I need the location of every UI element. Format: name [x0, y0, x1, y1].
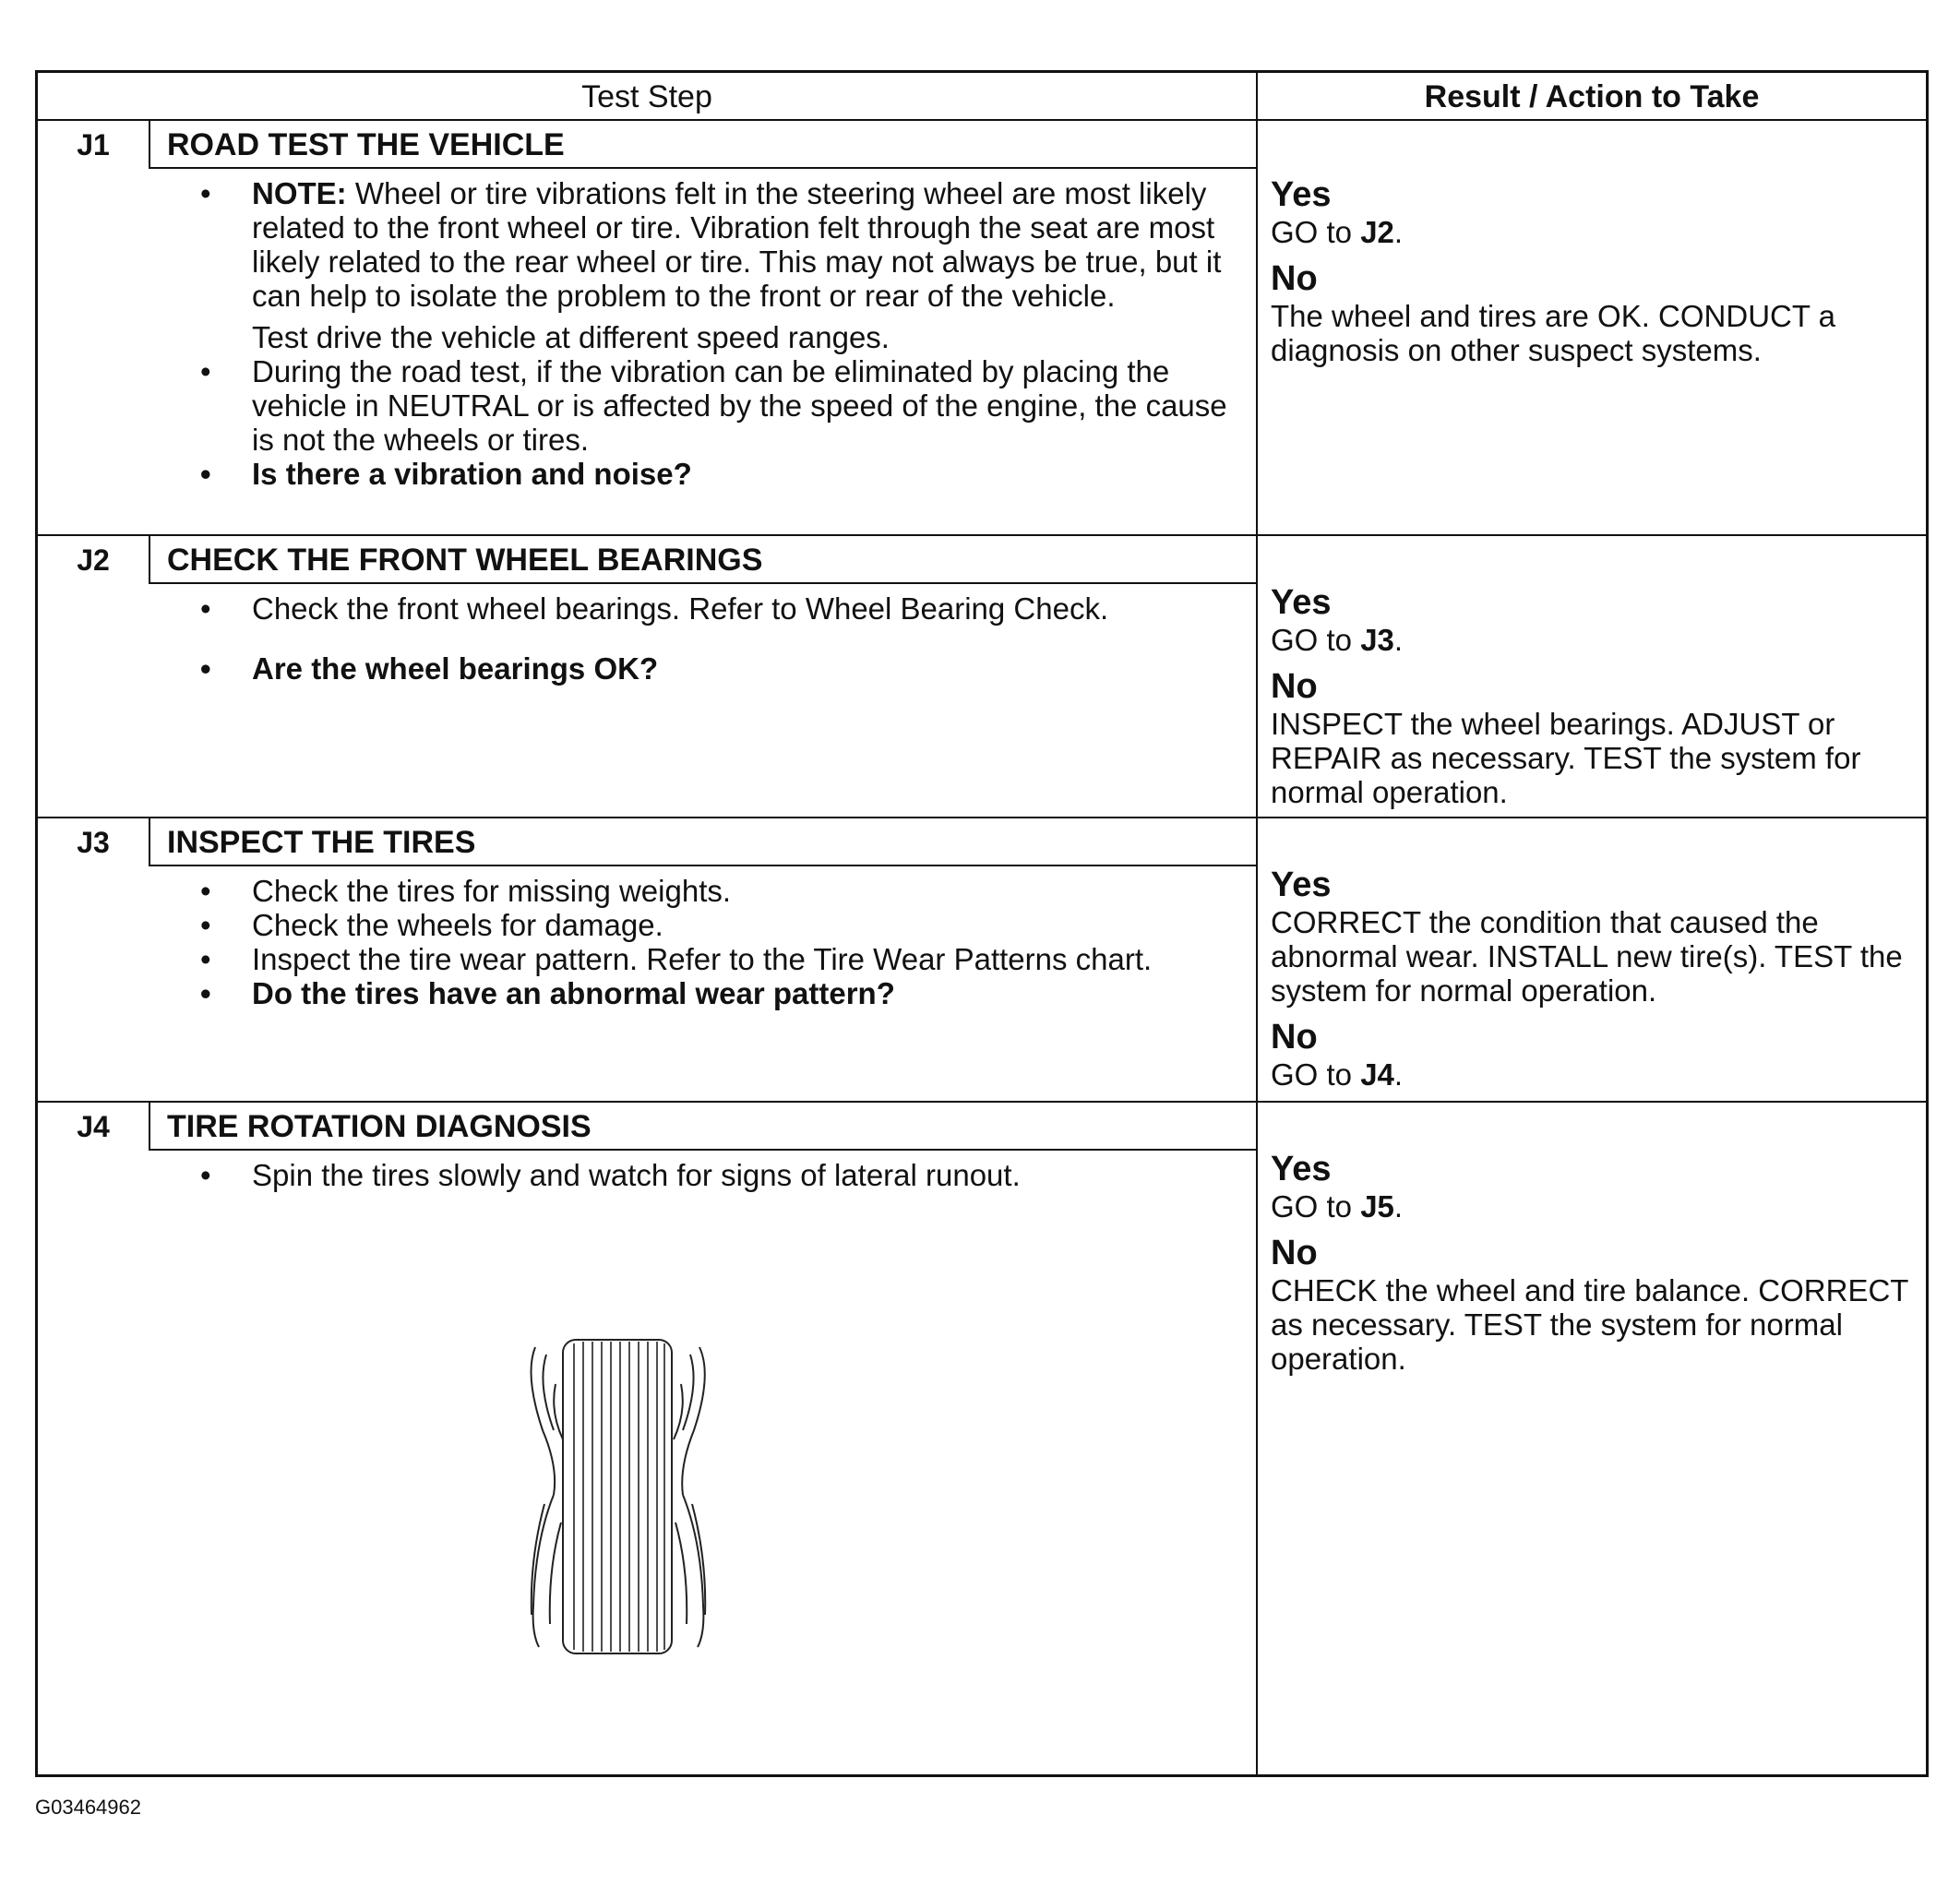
question-bullet: • Are the wheel bearings OK? — [200, 651, 1243, 686]
instruction-bullet: • During the road test, if the vibration can be eliminated by placing the vehicle in NEUTRAL or is affected by the speed of the engine, the cause is not the wheels or tires. — [200, 354, 1243, 457]
no-action-prefix: GO to — [1271, 1057, 1361, 1092]
step-instructions — [200, 874, 1243, 1010]
no-action — [1271, 1057, 1917, 1092]
step-j2 — [38, 536, 1926, 818]
yes-action — [1271, 623, 1917, 657]
step-j2-result-cell — [1271, 582, 1917, 809]
question-bullet: • Is there a vibration and noise? — [200, 457, 1243, 491]
yes-action — [1271, 215, 1917, 249]
yes-action-suffix: . — [1393, 215, 1404, 249]
yes-action-suffix: . — [1393, 1189, 1404, 1224]
step-title: ROAD TEST THE VEHICLE — [150, 121, 1256, 169]
yes-action-prefix: GO to — [1271, 215, 1361, 249]
step-j1 — [38, 121, 1926, 536]
yes-label: Yes — [1271, 1150, 1332, 1188]
step-j1-result-cell — [1271, 174, 1917, 367]
yes-target-step: J5 — [1360, 1189, 1394, 1224]
instruction-bullet: • Check the front wheel bearings. Refer to Wheel Bearing Check. — [200, 591, 1243, 626]
step-title: CHECK THE FRONT WHEEL BEARINGS — [150, 536, 1256, 584]
step-j2-test-cell — [38, 536, 1258, 817]
no-label: No — [1271, 667, 1318, 706]
step-instructions — [200, 1158, 1243, 1192]
no-label: No — [1271, 1018, 1318, 1056]
no-action: INSPECT the wheel bearings. ADJUST or REPAIR as necessary. TEST the system for normal operation. — [1271, 707, 1861, 809]
yes-action — [1271, 1189, 1917, 1224]
no-action: The wheel and tires are OK. CONDUCT a diagnosis on other suspect systems. — [1271, 299, 1835, 367]
no-label: No — [1271, 259, 1318, 298]
instruction-bullet: • Check the tires for missing weights. — [200, 874, 1243, 908]
step-instructions — [200, 176, 1243, 491]
yes-target-step: J2 — [1360, 215, 1394, 249]
step-id: J1 — [38, 121, 150, 169]
step-j3-result-cell — [1271, 865, 1917, 1092]
no-action: CHECK the wheel and tire balance. CORRECT as necessary. TEST the system for normal operation. — [1271, 1273, 1908, 1376]
diagnostic-table — [35, 70, 1929, 1777]
step-j4 — [38, 1103, 1926, 1774]
instruction-bullet: • Inspect the tire wear pattern. Refer to the Tire Wear Patterns chart. — [200, 942, 1243, 976]
yes-action-prefix: GO to — [1271, 623, 1361, 657]
step-title: INSPECT THE TIRES — [150, 818, 1256, 866]
question-bullet: • Do the tires have an abnormal wear pattern? — [200, 976, 1243, 1010]
figure-id: G03464962 — [35, 1796, 141, 1819]
step-j1-test-cell — [38, 121, 1258, 534]
instruction-bullet: • Spin the tires slowly and watch for signs of lateral runout. — [200, 1158, 1243, 1192]
note-bullet — [200, 176, 1243, 313]
yes-action-prefix: GO to — [1271, 1189, 1361, 1224]
step-title: TIRE ROTATION DIAGNOSIS — [150, 1103, 1256, 1151]
no-label: No — [1271, 1234, 1318, 1272]
instruction-text: Test drive the vehicle at different speed ranges. — [252, 320, 890, 354]
step-j4-result-cell — [1271, 1149, 1917, 1376]
step-id: J4 — [38, 1103, 150, 1151]
step-j3 — [38, 818, 1926, 1103]
step-id: J3 — [38, 818, 150, 866]
yes-label: Yes — [1271, 175, 1332, 214]
yes-target-step: J3 — [1360, 623, 1394, 657]
yes-label: Yes — [1271, 583, 1332, 622]
column-header-result-action: Result / Action to Take — [1258, 73, 1926, 121]
step-id: J2 — [38, 536, 150, 584]
column-header-test-step: Test Step — [38, 73, 1258, 121]
tire-lateral-runout-illustration-icon — [517, 1329, 720, 1661]
no-target-step: J4 — [1360, 1057, 1394, 1092]
yes-action: CORRECT the condition that caused the abnormal wear. INSTALL new tire(s). TEST the system for normal operation. — [1271, 905, 1903, 1008]
no-action-suffix: . — [1393, 1057, 1404, 1092]
yes-action-suffix: . — [1393, 623, 1404, 657]
note-label: NOTE: — [252, 176, 347, 210]
note-text: Wheel or tire vibrations felt in the steering wheel are most likely related to the front wheel or tire. Vibration felt through the seat are most likely related to the rear wheel or tire. This may not always be true, but it can help to isolate the problem to the front or rear of the vehicle. — [252, 176, 1222, 313]
yes-label: Yes — [1271, 865, 1332, 904]
instruction-bullet: • Check the wheels for damage. — [200, 908, 1243, 942]
step-j3-test-cell — [38, 818, 1258, 1101]
step-instructions — [200, 591, 1243, 686]
